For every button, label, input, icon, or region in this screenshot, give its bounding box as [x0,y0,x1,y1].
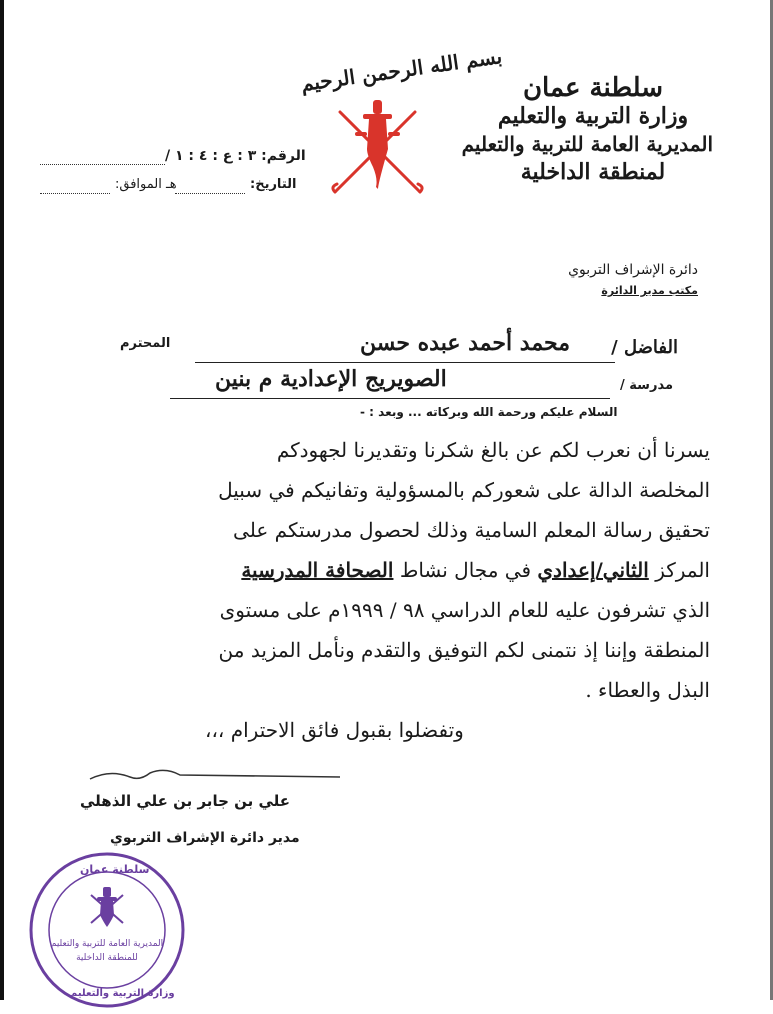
official-stamp [25,845,190,1010]
date-dotted-line-2 [175,193,245,194]
stamp-center-text [47,937,167,965]
ref-dotted-line [40,164,165,165]
org-line: وزارة التربية والتعليم [497,103,689,129]
greeting: السلام عليكم ورحمة الله وبركاته ... وبعد : - [360,405,618,419]
stamp-top-text: سلطنة عمان [80,863,150,876]
school-label: مدرسة / [620,378,673,393]
closing: وتفضلوا بقبول فائق الاحترام ،،، [205,718,464,742]
school-name: الصويريج الإعدادية م بنين [215,366,447,392]
name-line [195,362,615,363]
school-line [170,398,610,399]
hijri-label: هـ الموافق: [115,177,177,192]
signatory-name: علي بن جابر بن علي الذهلي [80,792,291,810]
honorific: الفاضل / [611,337,678,358]
body-line: الذي تشرفون عليه للعام الدراسي ٩٨ / ١٩٩٩م على مستوى [219,598,710,622]
body-line: المخلصة الدالة على شعوركم بالمسؤولية وتفانيكم في سبيل [218,478,710,502]
body-line: المنطقة وإننا إذ نتمنى لكم التوفيق والتقدم ونأمل المزيد من [218,638,710,662]
respected: المحترم [120,336,171,351]
date-label: التاريخ: [250,177,297,192]
signatory-title: مدير دائرة الإشراف التربوي [110,830,300,846]
stamp-center-line: المديرية العامة للتربية والتعليم [50,939,164,949]
body-line: البذل والعطاء . [585,678,710,702]
basmala: بسم الله الرحمن الرحيم [299,44,504,96]
oman-emblem-icon [325,92,430,202]
award-rank: الثاني/إعدادي [537,558,649,582]
org-name [461,73,713,186]
stamp-ring-text: وزارة التربية والتعليم [70,988,175,999]
award-prefix: المركز [655,558,710,582]
body-line-award [60,550,710,590]
department: دائرة الإشراف التربوي [568,262,698,278]
org-line: لمنطقة الداخلية [520,159,666,185]
stamp-center-line: للمنطقة الداخلية [76,953,138,963]
signature-mark [85,765,345,785]
org-line: سلطنة عمان [522,73,664,103]
recipient-name: محمد أحمد عبده حسن [360,330,571,356]
org-line: المديرية العامة للتربية والتعليم [461,132,713,156]
reference-number: الرقم: ٣ : ع : ٤ : ١ / [165,148,306,164]
body-line: يسرنا أن نعرب لكم عن بالغ شكرنا وتقديرنا لجهودكم [276,438,710,462]
office: مكتب مدير الدائرة [601,284,698,297]
body-line: تحقيق رسالة المعلم السامية وذلك لحصول مدرستكم على [233,518,710,542]
award-mid: في مجال نشاط [399,558,532,582]
date-dotted-line-1 [40,193,110,194]
letter-body [60,430,710,710]
award-field: الصحافة المدرسية [241,558,394,582]
scan-edge-left [0,0,4,1000]
